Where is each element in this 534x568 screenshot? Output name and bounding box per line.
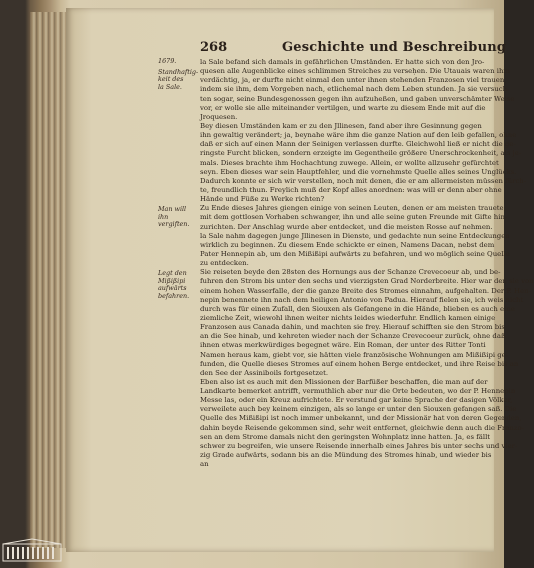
text-line: zurichten. Der Anschlag wurde aber entdecket, und die meisten Rosse auf nehmen. — [200, 222, 493, 231]
text-line: ringste Furcht blicken, sondern erzeigte im Gegentheile größere Unerschrockenheit, als je- — [200, 149, 522, 158]
margin-note-line: Mißißipi — [158, 276, 186, 285]
text-line: verweilete auch bey keinem einzigen, als so lange er unter den Siouxen gefangen saß. Die — [200, 405, 517, 414]
text-line: durch was für einen Zufall, den Siouxen als Gefangene in die Hände, blieben es auch eine — [200, 304, 515, 313]
margin-note-line: aufwärts — [158, 284, 187, 293]
text-line: mals. Dieses brachte ihm Hochachtung zuwege. Allein, er wollte allzusehr gefürchtet — [200, 158, 499, 167]
text-line: Eben also ist es auch mit den Missionen der Barfüßer beschaffen, die man auf der — [200, 377, 488, 386]
text-line: Hände und Füße zu Werke richten? — [200, 195, 325, 204]
text-line: einem hohen Wasserfalle, der die ganze Breite des Stromes einnahm, aufgehalten. Der P. Hen- — [200, 286, 531, 295]
text-line: Franzosen aus Canada dahin, und machten sie frey. Hierauf schifften sie den Strom bis — [200, 323, 505, 332]
text-line: nepin benennete ihn nach dem heiligen Antonio von Padua. Hierauf fielen sie, ich weis nicht — [200, 295, 524, 304]
text-line: daß er sich auf einen Mann der Seinigen verlassen durfte. Gleichwohl ließ er nicht die ge- — [200, 140, 516, 149]
margin-note-line: vergiften. — [158, 220, 190, 229]
text-line: zig Grade aufwärts, sodann bis an die Mündung des Stromes hinab, und wieder bis — [200, 451, 492, 460]
text-line: zu entdecken. — [200, 259, 249, 268]
text-line: mit dem gottlosen Vorhaben schwanger, ihn und alle seine guten Freunde mit Gifte hin- — [200, 213, 508, 222]
body-text — [200, 58, 534, 469]
text-line: ziemliche Zeit, wiewohl ihnen weiter nichts leides wiederfuhr. Endlich kamen einige — [200, 313, 496, 322]
margin-note-line: keit des — [158, 75, 184, 84]
running-head: Geschichte und Beschreibung — [282, 40, 507, 55]
margin-note-line: Man will ihn — [158, 205, 187, 221]
text-line: ten sogar, seine Bundesgenossen gegen ihn aufzuheßen, und gaben unverschämter Weise — [200, 94, 515, 103]
text-line: Jroquesen. — [200, 112, 238, 121]
text-line: la Sale nahm dagegen junge Jllinesen in Dienste, und gedachte nun seine Entdeckungen — [200, 231, 510, 240]
library-logo — [2, 538, 62, 562]
text-line: Zu Ende dieses Jahres giengen einige von seinen Leuten, denen er am meisten trauete, — [200, 204, 506, 213]
margin-note-line: la Sale. — [158, 82, 182, 91]
text-line: Bey diesen Umständen kam er zu den Jllinesen, fand aber ihre Gesinnung gegen — [200, 121, 482, 130]
text-line: Messe las, oder ein Kreuz aufrichtete. Er verstund gar keine Sprache der dasigen Völker, — [200, 396, 513, 405]
text-line: fuhren den Strom bis unter den sechs und vierzigsten Grad Norderbreite. Hier war den sie von — [200, 277, 534, 286]
text-line: sen an dem Strome damals nicht den geringsten Wohnplatz inne hatten. Ja, es fällt — [200, 432, 491, 441]
text-line: ihnen etwas merkwürdiges begegnet wäre. Ein Roman, der unter des Ritter Tonti — [200, 341, 486, 350]
text-line: Pater Hennepin ab, um den Mißißipi aufwärts zu befahren, und wo möglich seine Quelle — [200, 249, 510, 258]
text-line: quesen alle Augenblicke eines schlimmen Streiches zu verseḥen. Die Utauais waren ihm — [200, 67, 510, 76]
text-line: Sie reiseten beyde den 28sten des Hornungs aus der Schanze Crevecoeur ab, und be- — [200, 268, 501, 277]
page-header — [200, 40, 507, 58]
page-number: 268 — [200, 40, 228, 55]
margin-note — [158, 270, 198, 300]
text-line: Quelle des Mißißipi ist noch immer unbekannt, und der Missionär hat von deren Gegenden, — [200, 414, 522, 423]
text-line: vor, er wolle sie alle miteinander vertilgen, und warte zu diesem Ende mit auf die — [200, 103, 486, 112]
text-line: schwer zu begreifen, wie unsere Reisende innerhalb eines Jahres bis unter sechs und vier- — [200, 441, 518, 450]
text-line: seyn. Eben dieses war sein Hauptfehler, und die vornehmste Quelle alles seines Unglücks. — [200, 167, 517, 176]
text-line: indem sie ihm, dem Vorgeben nach, etlichemal nach dem Leben stunden. Ja sie versuch- — [200, 85, 510, 94]
text-line: an die See hinab, und kehreten wieder nach der Schanze Crevecoeur zurück, ohne daß — [200, 332, 506, 341]
text-line: an — [200, 460, 209, 469]
margin-note-line: 1679. — [158, 57, 177, 65]
text-line: funden, die Quelle dieses Stromes auf einem hohen Berge entdecket, und ihre Reise bis an — [200, 359, 519, 368]
margin-note — [158, 206, 198, 229]
margin-note-line: Standhaftig- — [158, 67, 199, 76]
margin-note-line: Legt den — [158, 269, 187, 277]
text-line: te, freundlich thun. Freylich muß der Kopf alles anordnen: was will er denn aber ohne — [200, 185, 502, 194]
text-line: Dadurch konnte er sich wir verstellen, noch mit denen, die er am allermeisten müssen fürch- — [200, 176, 527, 185]
text-line: wirklich zu beginnen. Zu diesem Ende schickte er einen, Namens Dacan, nebst dem — [200, 240, 495, 249]
text-line: verdächtig, ja, er durfte nicht einmal den unter ihnen stehenden Franzosen viel trauen, — [200, 76, 507, 85]
text-line: Namen heraus kam, giebt vor, sie hätten viele französische Wohnungen am Mißißipi ge- — [200, 350, 509, 359]
margin-note — [158, 58, 198, 91]
margin-note-line: befahren. — [158, 291, 190, 300]
book-page-edges — [30, 12, 70, 548]
text-line: den See der Assiniboils fortgesetzet. — [200, 368, 329, 377]
text-line: la Sale befand sich damals in gefährlichen Umständen. Er hatte sich von den Jro- — [200, 58, 485, 66]
text-line: ihn gewaltig verändert; ja, beynahe wäre ihm die ganze Nation auf den leib gefallen, ohne — [200, 131, 517, 140]
text-line: Landkarte bemerket antrifft, vermuthlich aber nur die Orte bedeuten, wo der P. Hennepin — [200, 387, 516, 396]
text-line: dahin beyde Reisende gekommen sind, sehr weit entfernet, gleichwie denn auch die Franzo- — [200, 423, 524, 432]
